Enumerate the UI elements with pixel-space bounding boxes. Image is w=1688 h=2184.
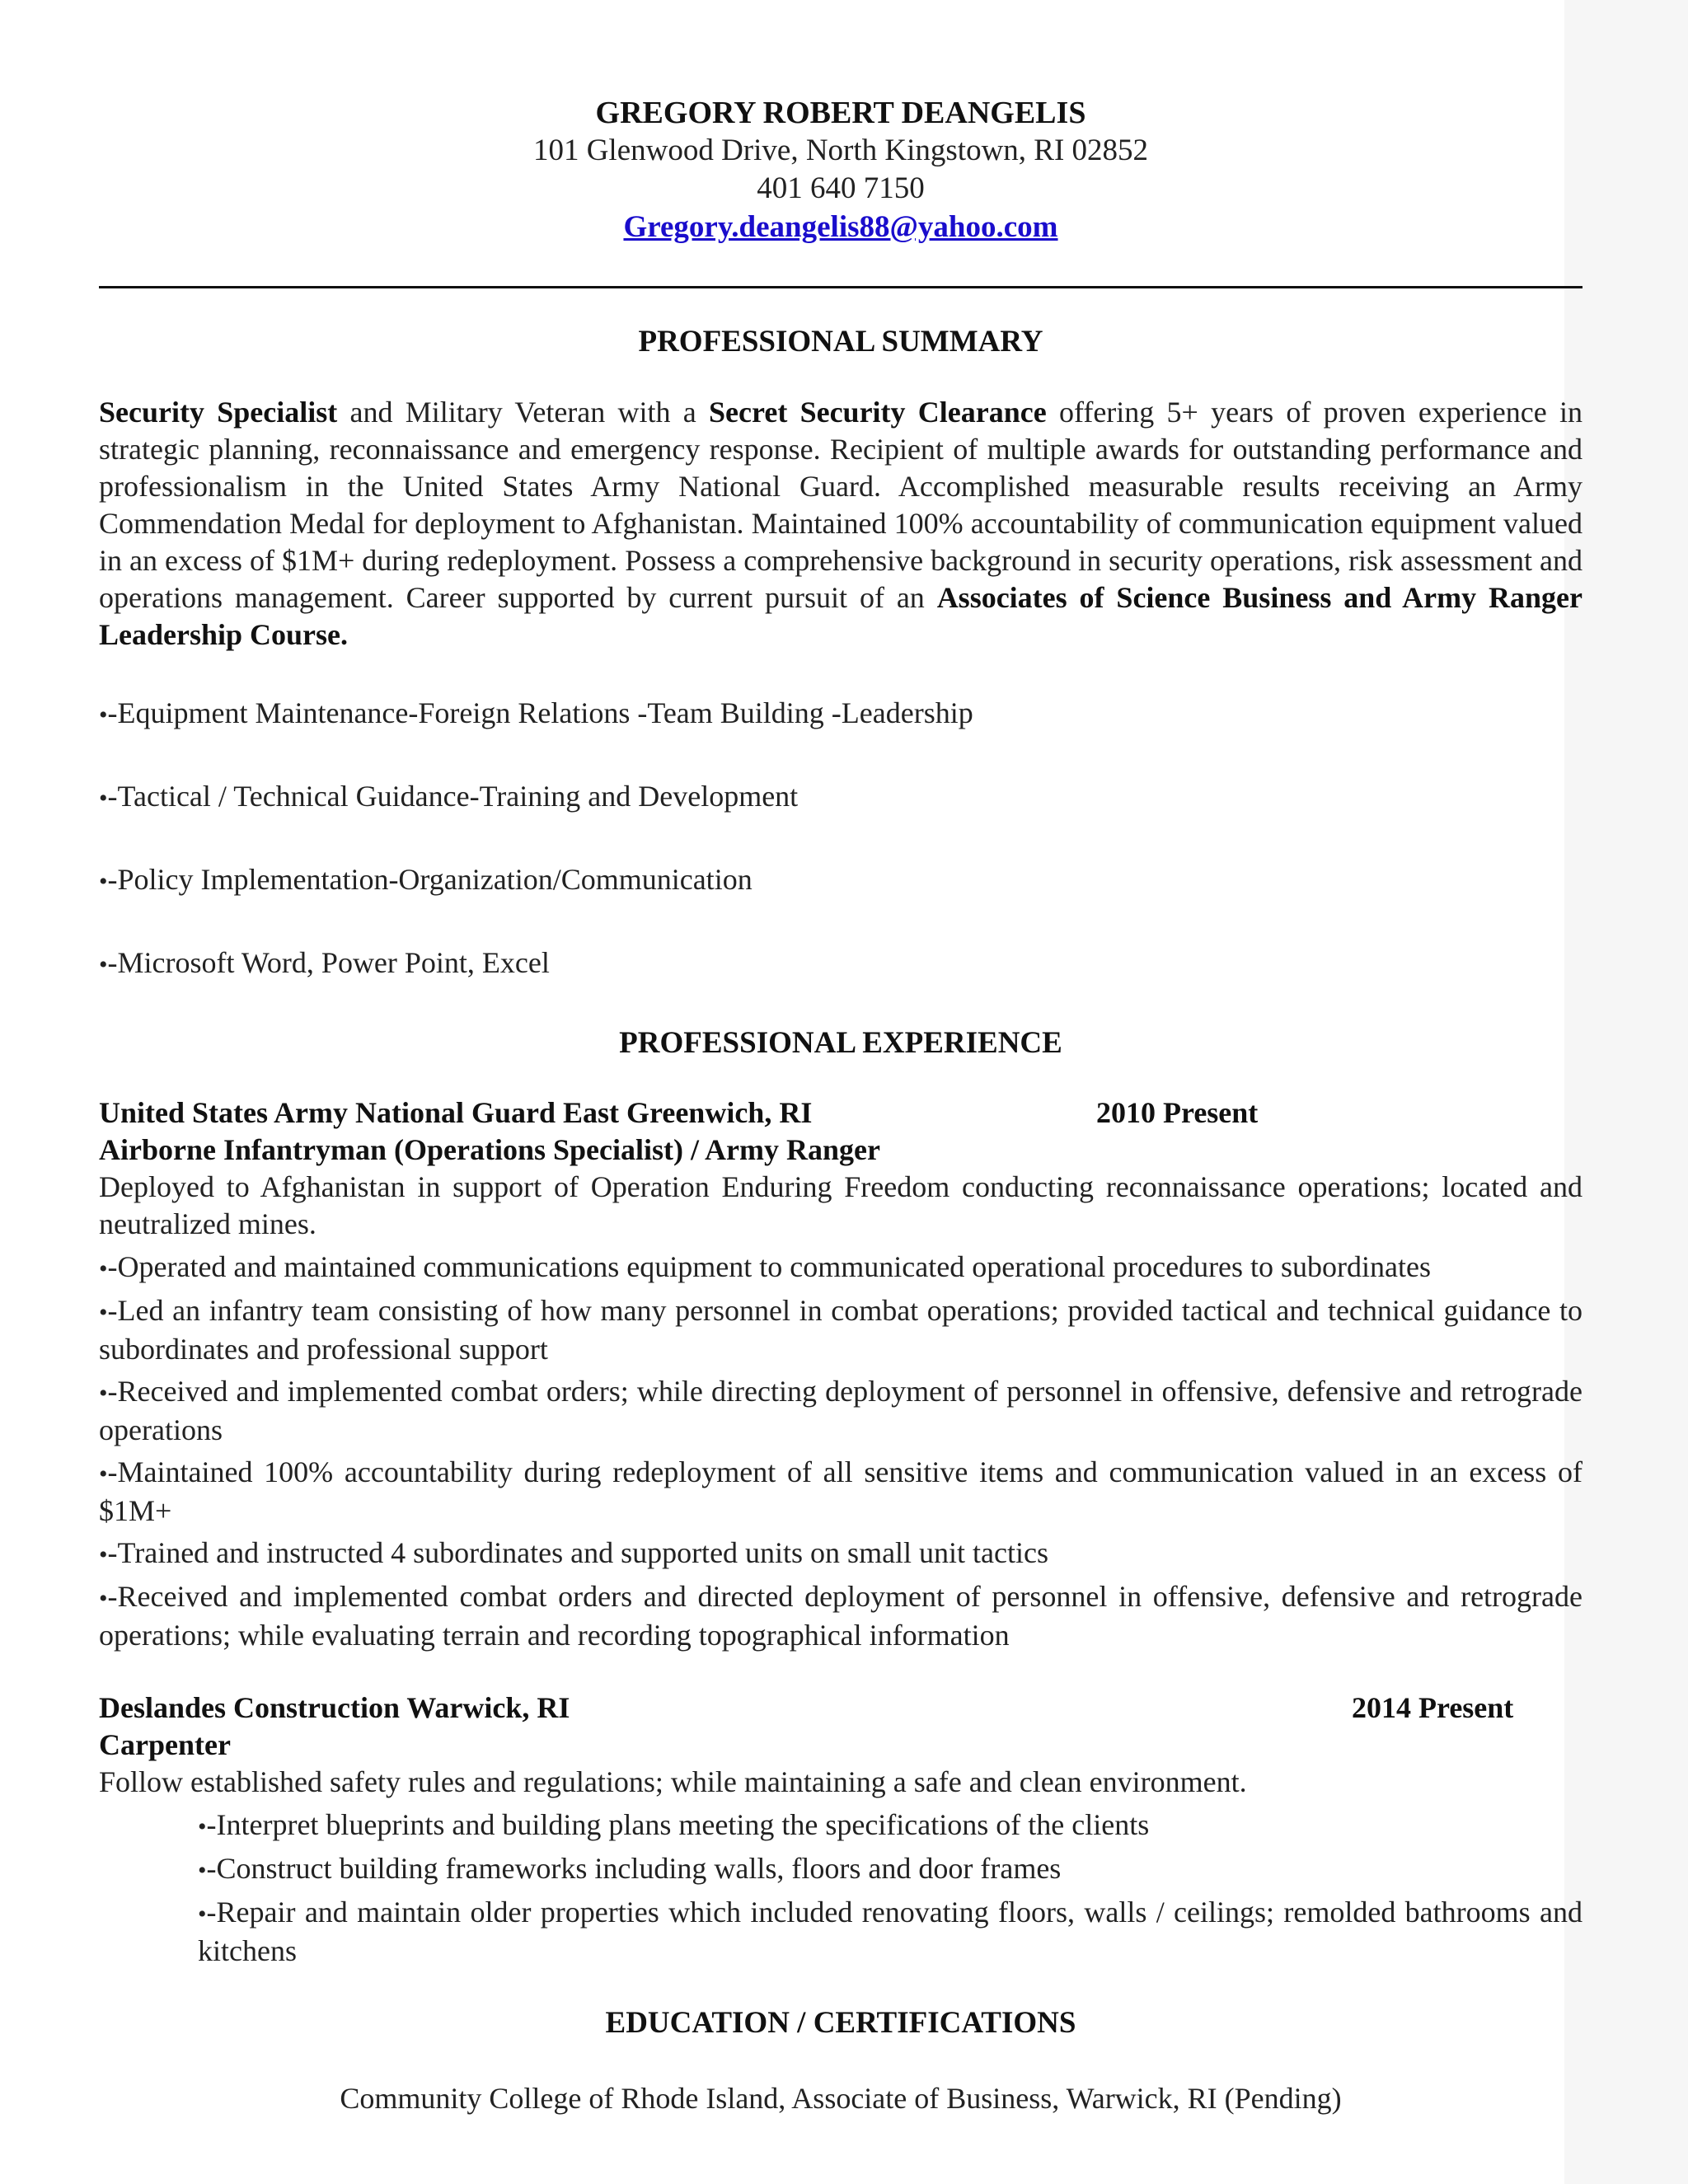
skill-text: -Policy Implementation-Organization/Communication <box>107 863 753 896</box>
bullet-icon: • <box>99 1299 108 1326</box>
phone: 401 640 7150 <box>757 171 925 205</box>
summary-text-2: offering 5+ years of proven experience in strategic planning, reconnaissance and emergency response. Recipient of multiple awards for outstanding performance and professionalism in the United States Army National Guard. Accomplished measurable results receiving an Army Commendation Medal for deployment to Afghanistan. Maintained 100% accountability of communication equipment valued in an excess of $1M+ during redeployment. Possess a comprehensive background in security operations, risk assessment and operations management. Career supported by current pursuit of an <box>99 396 1582 614</box>
bullet-icon: • <box>99 701 108 729</box>
bullet-icon: • <box>99 1541 108 1568</box>
job-employer: United States Army National Guard East Greenwich, RI <box>99 1096 813 1129</box>
bullet-icon: • <box>99 1380 108 1407</box>
job-bullet: •-Operated and maintained communications equipment to communicated operational procedures to subordinates <box>99 1250 1432 1283</box>
bullet-icon: • <box>198 1900 207 1928</box>
bullet-icon: • <box>99 1255 108 1282</box>
job-description: Deployed to Afghanistan in support of Operation Enduring Freedom conducting reconnaissance operations; located and neutralized mines. <box>99 1170 1582 1240</box>
skill-item <box>99 861 753 900</box>
skill-item <box>99 778 798 817</box>
summary-bold-2: Secret Security Clearance <box>709 396 1047 429</box>
job-bullet: •-Led an infantry team consisting of how many personnel in combat operations; provided tactical and technical guidance to subordinates and professional support <box>99 1294 1582 1366</box>
summary-bold-3: Associates of Science Business and Army Ranger Leadership Course. <box>99 581 1583 651</box>
summary-text-1: and Military Veteran with a <box>337 396 710 429</box>
job-description: Follow established safety rules and regulations; while maintaining a safe and clean environment. <box>99 1765 1247 1798</box>
summary-bold-1: Security Specialist <box>99 396 338 429</box>
page-edge-shade <box>1564 0 1688 2184</box>
skill-text: -Equipment Maintenance-Foreign Relations -Team Building -Leadership <box>107 696 973 729</box>
bullet-icon: • <box>99 1585 108 1612</box>
job-employer: Deslandes Construction Warwick, RI <box>99 1691 570 1724</box>
job-bullet: •-Repair and maintain older properties which included renovating floors, walls / ceilings; remolded bathrooms and kitchens <box>198 1896 1582 1967</box>
skill-text: -Tactical / Technical Guidance-Training and Development <box>107 780 799 813</box>
job-bullet: •-Trained and instructed 4 subordinates and supported units on small unit tactics <box>99 1536 1049 1569</box>
contact-header <box>99 94 1582 247</box>
job-bullet: •-Interpret blueprints and building plans meeting the specifications of the clients <box>198 1808 1150 1841</box>
education-entry: Community College of Rhode Island, Associate of Business, Warwick, RI (Pending) <box>340 2082 1342 2115</box>
job-dates: 2010 Present <box>1096 1096 1259 1129</box>
job-title: Airborne Infantryman (Operations Specialist) / Army Ranger <box>99 1133 880 1166</box>
summary-heading: PROFESSIONAL SUMMARY <box>638 325 1043 359</box>
skill-text: -Microsoft Word, Power Point, Excel <box>107 946 550 979</box>
bullet-icon: • <box>198 1857 207 1884</box>
candidate-name: GREGORY ROBERT DEANGELIS <box>595 96 1086 130</box>
address: 101 Glenwood Drive, North Kingstown, RI 02852 <box>532 134 1149 167</box>
job-bullet: •-Maintained 100% accountability during redeployment of all sensitive items and communication valued in an excess of $1M+ <box>99 1455 1582 1527</box>
header-divider <box>99 286 1582 288</box>
skill-item <box>99 695 973 733</box>
education-heading: EDUCATION / CERTIFICATIONS <box>605 2006 1076 2040</box>
bullet-icon: • <box>99 1460 108 1488</box>
bullet-icon: • <box>198 1813 207 1840</box>
job-bullet: •-Received and implemented combat orders and directed deployment of personnel in offensive, defensive and retrograde operations; while evaluating terrain and recording topographical information <box>99 1580 1582 1652</box>
job-bullet: •-Construct building frameworks including walls, floors and door frames <box>198 1852 1062 1885</box>
job-dates: 2014 Present <box>1352 1691 1514 1724</box>
bullet-icon: • <box>99 951 108 978</box>
email-link[interactable]: Gregory.deangelis88@yahoo.com <box>623 210 1058 244</box>
job-bullet: •-Received and implemented combat orders; while directing deployment of personnel in offensive, defensive and retrograde operations <box>99 1375 1582 1446</box>
bullet-icon: • <box>99 785 108 812</box>
skill-item <box>99 944 550 983</box>
summary-paragraph <box>99 394 1582 654</box>
experience-heading: PROFESSIONAL EXPERIENCE <box>619 1026 1062 1060</box>
job-title: Carpenter <box>99 1728 231 1761</box>
bullet-icon: • <box>99 868 108 895</box>
